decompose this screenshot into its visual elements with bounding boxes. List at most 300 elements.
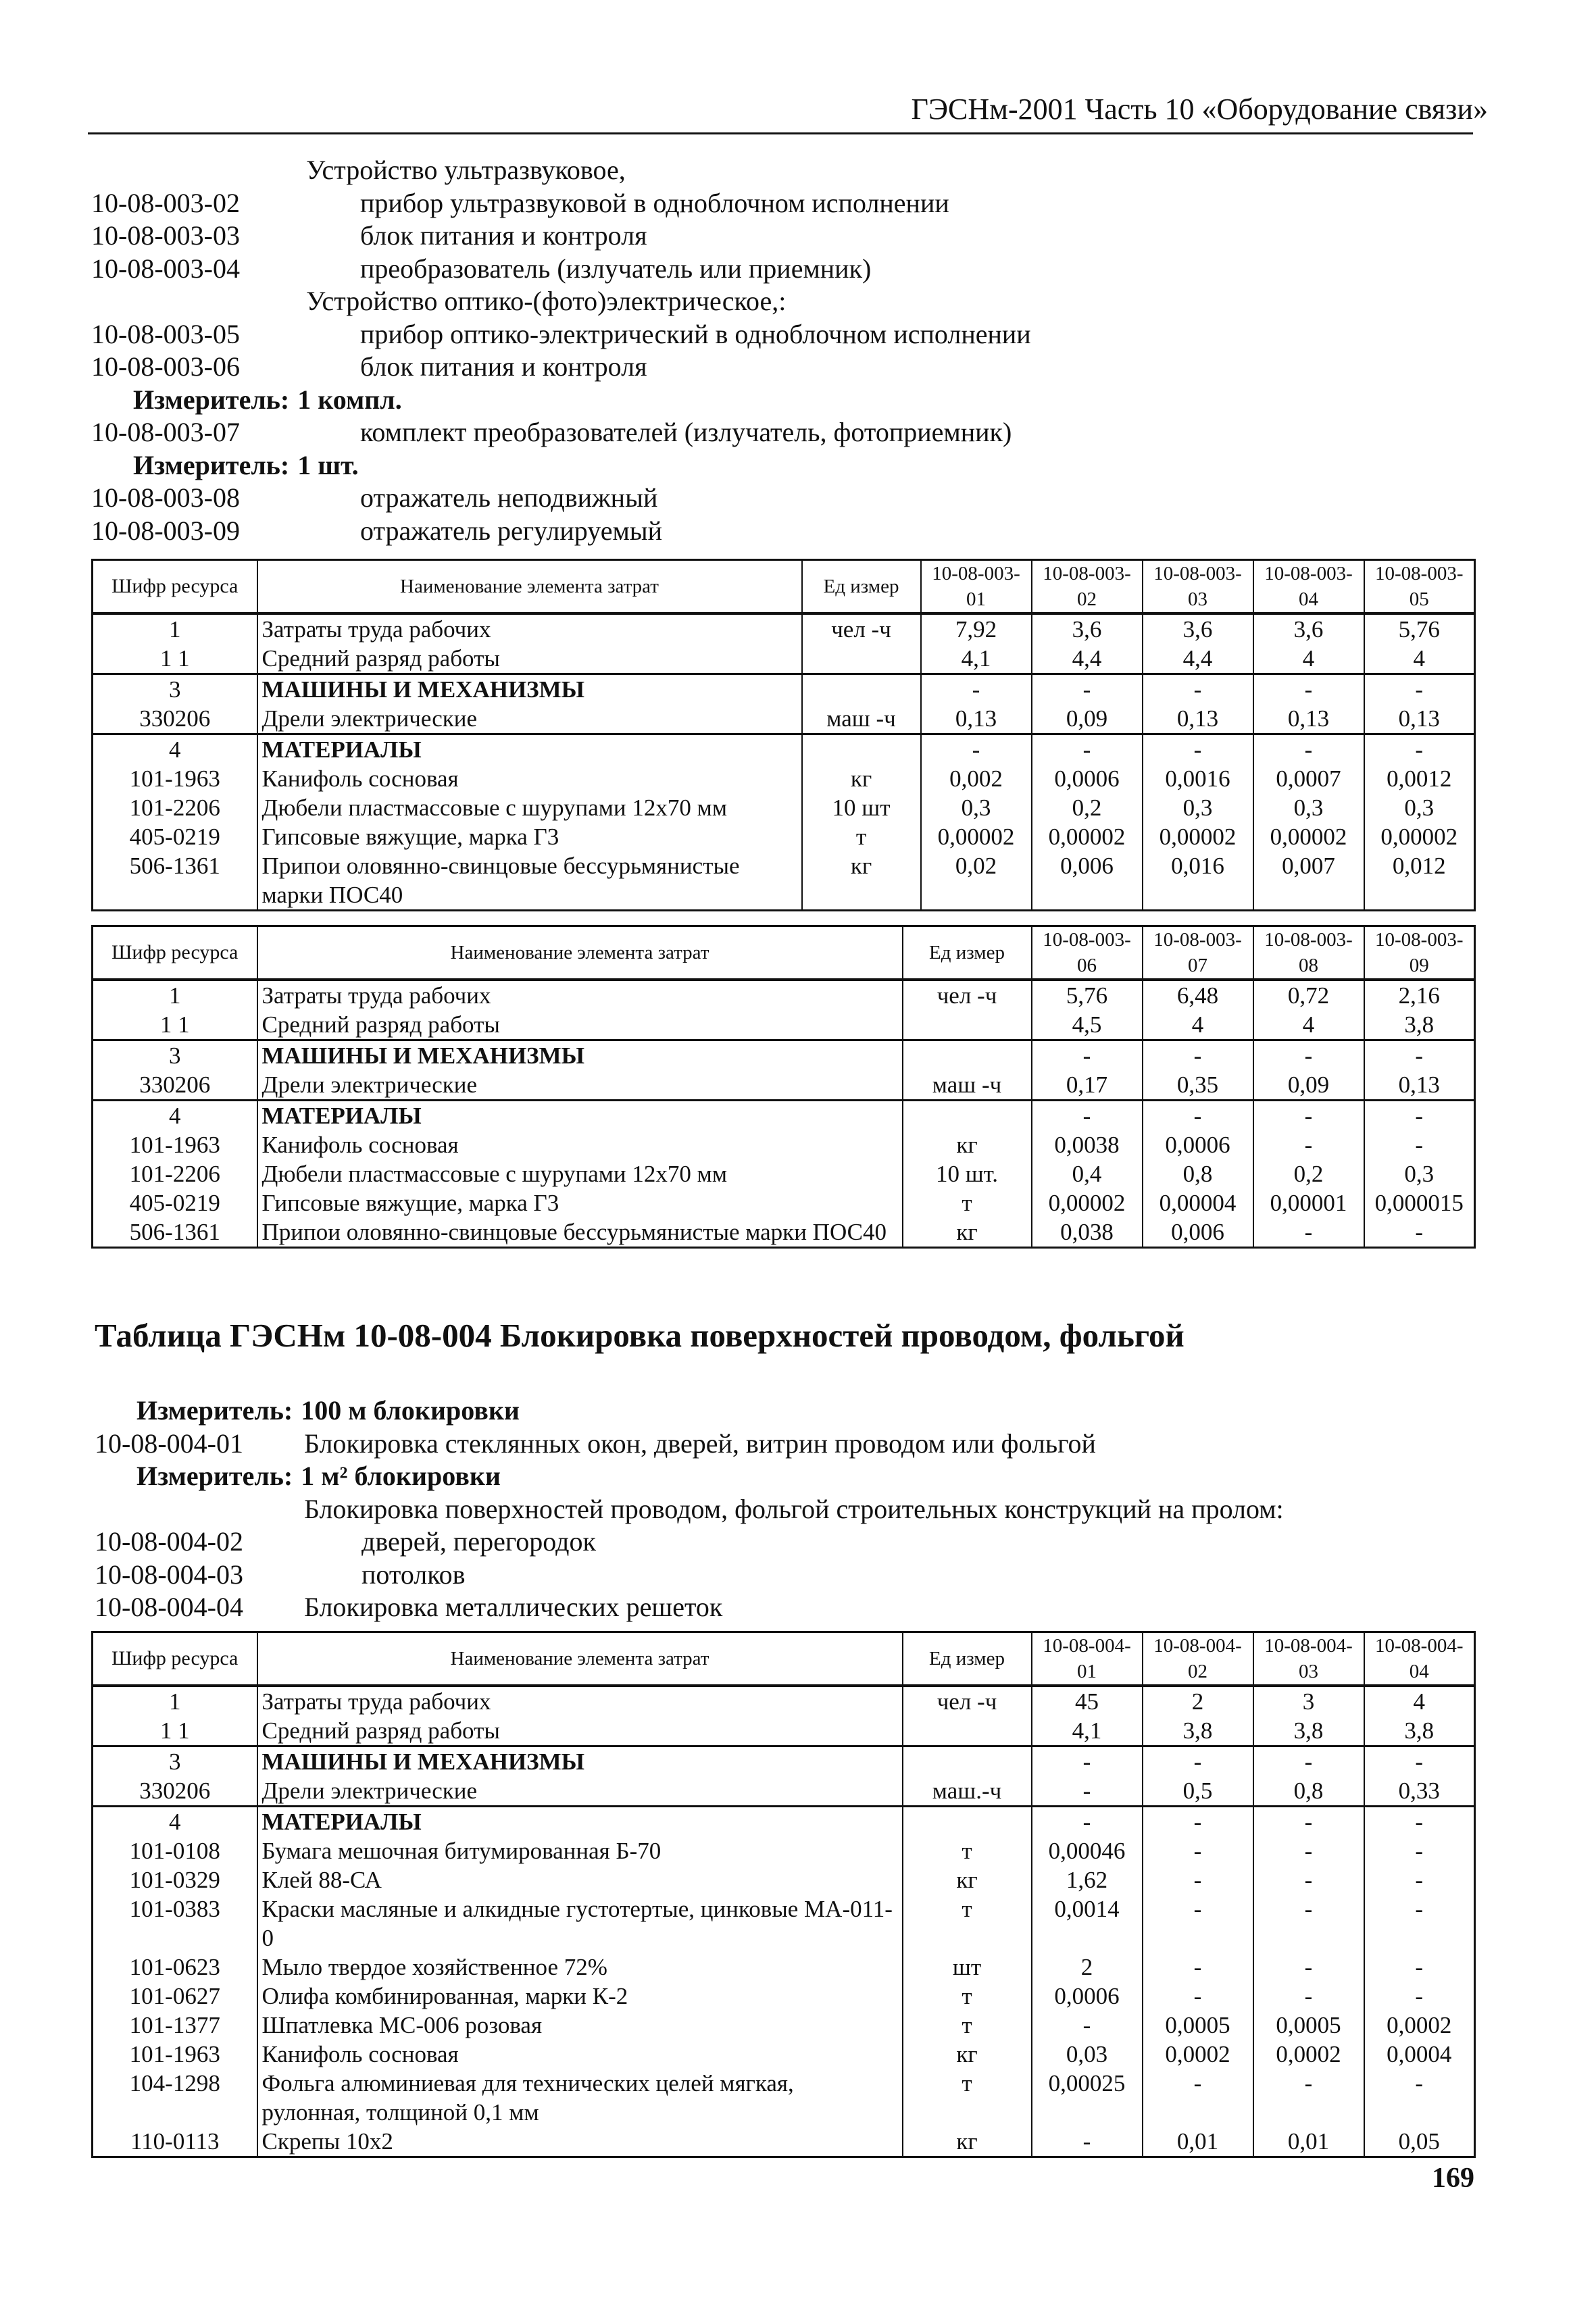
cell-name: Дрели электрические xyxy=(257,1776,903,1807)
cell-value: - xyxy=(1253,1746,1364,1777)
cell-value: - xyxy=(1143,2069,1253,2127)
cell-value: 0,02 xyxy=(921,851,1032,911)
cell-value: 0,2 xyxy=(1253,1159,1364,1188)
cell-value: 4,4 xyxy=(1143,644,1253,674)
cell-code: 101-2206 xyxy=(93,793,257,822)
item-code: 10-08-003-09 xyxy=(91,515,240,546)
col-header-norm: 10-08-004-03 xyxy=(1253,1632,1364,1686)
cell-code: 3 xyxy=(93,1746,257,1777)
header-row xyxy=(93,560,1475,614)
cell-value: - xyxy=(1364,1746,1475,1777)
cell-code: 330206 xyxy=(93,1070,257,1101)
cell-code: 506-1361 xyxy=(93,1217,257,1248)
cell-unit: чел -ч xyxy=(903,1686,1032,1716)
cell-name: Средний разряд работы xyxy=(257,644,802,674)
cell-value: - xyxy=(1364,1894,1475,1953)
cell-value: 0,13 xyxy=(1364,1070,1475,1101)
page-number: 169 xyxy=(1432,2163,1474,2194)
measurer-value: 1 м² блокировки xyxy=(301,1461,501,1491)
cell-value: 0,00002 xyxy=(1364,822,1475,851)
cell-code: 3 xyxy=(93,1040,257,1071)
cell-unit: чел -ч xyxy=(903,980,1032,1010)
cell-name: Затраты труда рабочих xyxy=(257,613,802,644)
table-row xyxy=(93,851,1475,911)
cell-value: - xyxy=(1032,2011,1143,2040)
cell-name: МАШИНЫ И МЕХАНИЗМЫ xyxy=(257,674,802,705)
cell-name: Дюбели пластмассовые с шурупами 12х70 мм xyxy=(257,1159,903,1188)
cell-name: Канифоль сосновая xyxy=(257,1130,903,1159)
cell-unit: т xyxy=(903,1188,1032,1217)
cell-value: 0,0002 xyxy=(1253,2040,1364,2069)
col-header-unit: Ед измер xyxy=(903,926,1032,980)
cell-value: 0,8 xyxy=(1143,1159,1253,1188)
table-row xyxy=(93,1982,1475,2011)
table-row xyxy=(93,1953,1475,1982)
item-code: 10-08-003-08 xyxy=(91,482,240,513)
cell-unit: т xyxy=(903,2069,1032,2127)
cell-value: 0,13 xyxy=(1253,704,1364,734)
cell-name: Средний разряд работы xyxy=(257,1010,903,1040)
cell-code: 405-0219 xyxy=(93,822,257,851)
cell-code: 110-0113 xyxy=(93,2127,257,2157)
cell-name: Канифоль сосновая xyxy=(257,2040,903,2069)
measurer-label: Измеритель: xyxy=(136,1461,293,1491)
cell-value: - xyxy=(1253,1101,1364,1131)
cell-code: 1 1 xyxy=(93,1716,257,1746)
col-header-norm: 10-08-003-03 xyxy=(1143,560,1253,614)
cell-value: - xyxy=(1253,1894,1364,1953)
cell-value: 0,0004 xyxy=(1364,2040,1475,2069)
col-header-norm: 10-08-003-04 xyxy=(1253,560,1364,614)
cell-name: Гипсовые вяжущие, марка Г3 xyxy=(257,822,802,851)
measurer-line xyxy=(136,1394,520,1428)
table-row xyxy=(93,2011,1475,2040)
cell-value: 3,8 xyxy=(1253,1716,1364,1746)
cell-value: 2,16 xyxy=(1364,980,1475,1010)
item-code: 10-08-004-01 xyxy=(95,1428,243,1459)
cell-unit: маш.-ч xyxy=(903,1776,1032,1807)
cell-value: 0,3 xyxy=(921,793,1032,822)
cell-value: 4,1 xyxy=(1032,1716,1143,1746)
item-code: 10-08-004-04 xyxy=(95,1592,243,1622)
cell-value: - xyxy=(1364,1101,1475,1131)
section-title: Таблица ГЭСНм 10-08-004 Блокировка поверхностей проводом, фольгой xyxy=(95,1317,1184,1354)
cell-value: 0,3 xyxy=(1253,793,1364,822)
col-header-norm: 10-08-003-05 xyxy=(1364,560,1475,614)
cell-name: МАТЕРИАЛЫ xyxy=(257,1807,903,1837)
item-text: Блокировка стеклянных окон, дверей, витрин проводом или фольгой xyxy=(304,1428,1096,1459)
cell-value: - xyxy=(1143,1040,1253,1071)
cell-value: 0,038 xyxy=(1032,1217,1143,1248)
cell-unit: шт xyxy=(903,1953,1032,1982)
cell-value: 0,000015 xyxy=(1364,1188,1475,1217)
table-row xyxy=(93,1070,1475,1101)
cell-value: 3,8 xyxy=(1364,1716,1475,1746)
cell-code: 101-1377 xyxy=(93,2011,257,2040)
cell-unit xyxy=(903,1716,1032,1746)
item-code: 10-08-003-07 xyxy=(91,417,240,447)
cell-value: 0,00002 xyxy=(1032,822,1143,851)
cell-value: - xyxy=(1032,1746,1143,1777)
item-text: блок питания и контроля xyxy=(360,351,647,382)
cell-value: - xyxy=(1253,734,1364,765)
cell-value: - xyxy=(1143,674,1253,705)
cell-value: 0,00004 xyxy=(1143,1188,1253,1217)
measurer-label: Измеритель: xyxy=(133,384,290,415)
item-code: 10-08-003-05 xyxy=(91,318,240,349)
cell-unit: т xyxy=(903,1836,1032,1865)
cell-code: 1 xyxy=(93,980,257,1010)
cell-name: Дрели электрические xyxy=(257,704,802,734)
cell-value: 0,72 xyxy=(1253,980,1364,1010)
col-header-code: Шифр ресурса xyxy=(93,560,257,614)
table-row xyxy=(93,613,1475,644)
cell-name: Припои оловянно-свинцовые бессурьмянистые марки ПОС40 xyxy=(257,1217,903,1248)
col-header-name: Наименование элемента затрат xyxy=(257,560,802,614)
cell-code: 101-1963 xyxy=(93,1130,257,1159)
cell-value: 45 xyxy=(1032,1686,1143,1716)
item-text: блок питания и контроля xyxy=(360,220,647,251)
cell-value: 0,0016 xyxy=(1143,764,1253,793)
table-row xyxy=(93,1040,1475,1071)
cell-value: 0,35 xyxy=(1143,1070,1253,1101)
cell-code: 101-0108 xyxy=(93,1836,257,1865)
table-row xyxy=(93,793,1475,822)
cell-name: Канифоль сосновая xyxy=(257,764,802,793)
cell-unit: 10 шт xyxy=(802,793,921,822)
table-row xyxy=(93,1807,1475,1837)
cell-value: 0,09 xyxy=(1032,704,1143,734)
col-header-norm: 10-08-004-02 xyxy=(1143,1632,1253,1686)
cell-value: 0,0006 xyxy=(1143,1130,1253,1159)
cell-value: 4,5 xyxy=(1032,1010,1143,1040)
cell-value: - xyxy=(1032,2127,1143,2157)
cell-unit xyxy=(903,1807,1032,1837)
cell-value: 0,09 xyxy=(1253,1070,1364,1101)
table-row xyxy=(93,764,1475,793)
cell-code: 1 xyxy=(93,613,257,644)
cell-code: 4 xyxy=(93,1101,257,1131)
measurer-line xyxy=(133,449,359,482)
col-header-norm: 10-08-004-01 xyxy=(1032,1632,1143,1686)
cell-value: 0,33 xyxy=(1364,1776,1475,1807)
cell-value: 0,01 xyxy=(1143,2127,1253,2157)
cell-value: - xyxy=(1253,1836,1364,1865)
cell-value: 0,3 xyxy=(1364,1159,1475,1188)
cell-value: 4,4 xyxy=(1032,644,1143,674)
item-text: прибор ультразвуковой в одноблочном исполнении xyxy=(360,187,949,218)
cell-value: 3,6 xyxy=(1253,613,1364,644)
cell-name: МАТЕРИАЛЫ xyxy=(257,1101,903,1131)
cell-name: Гипсовые вяжущие, марка Г3 xyxy=(257,1188,903,1217)
cell-value: - xyxy=(1143,734,1253,765)
cell-code: 4 xyxy=(93,1807,257,1837)
cell-value: 0,00002 xyxy=(921,822,1032,851)
cell-code: 1 1 xyxy=(93,1010,257,1040)
cell-name: Клей 88-СА xyxy=(257,1865,903,1894)
cell-value: 5,76 xyxy=(1032,980,1143,1010)
cell-value: - xyxy=(1253,1953,1364,1982)
cell-unit xyxy=(802,734,921,765)
cell-value: - xyxy=(1143,1953,1253,1982)
cell-code: 104-1298 xyxy=(93,2069,257,2127)
cell-unit: т xyxy=(903,2011,1032,2040)
cell-value: - xyxy=(1364,1953,1475,1982)
cell-value: - xyxy=(1032,1807,1143,1837)
table-row xyxy=(93,1776,1475,1807)
measurer-line xyxy=(133,384,402,417)
cell-value: - xyxy=(1143,1807,1253,1837)
cell-value: - xyxy=(1364,1982,1475,2011)
table-row xyxy=(93,2069,1475,2127)
cell-value: - xyxy=(1253,2069,1364,2127)
cell-value: 0,007 xyxy=(1253,851,1364,911)
cell-name: Бумага мешочная битумированная Б-70 xyxy=(257,1836,903,1865)
cell-code: 3 xyxy=(93,674,257,705)
header-row xyxy=(93,926,1475,980)
cell-name: МАТЕРИАЛЫ xyxy=(257,734,802,765)
cell-value: - xyxy=(1253,674,1364,705)
col-header-norm: 10-08-003-08 xyxy=(1253,926,1364,980)
resource-table-003-a xyxy=(91,559,1476,911)
item-code: 10-08-004-02 xyxy=(95,1526,243,1557)
cell-value: - xyxy=(1253,1040,1364,1071)
cell-unit: кг xyxy=(802,851,921,911)
cell-value: 0,0012 xyxy=(1364,764,1475,793)
cell-code: 101-1963 xyxy=(93,764,257,793)
col-header-norm: 10-08-003-01 xyxy=(921,560,1032,614)
cell-code: 405-0219 xyxy=(93,1188,257,1217)
col-header-code: Шифр ресурса xyxy=(93,926,257,980)
cell-unit xyxy=(802,644,921,674)
cell-unit xyxy=(903,1101,1032,1131)
item-text: потолков xyxy=(361,1559,466,1590)
cell-unit: кг xyxy=(903,2040,1032,2069)
item-code: 10-08-003-06 xyxy=(91,351,240,382)
cell-value: 3,8 xyxy=(1143,1716,1253,1746)
cell-value: 0,05 xyxy=(1364,2127,1475,2157)
cell-value: 0,002 xyxy=(921,764,1032,793)
cell-value: 0,00001 xyxy=(1253,1188,1364,1217)
table-row xyxy=(93,1010,1475,1040)
item-text: отражатель регулируемый xyxy=(360,515,663,546)
cell-unit: т xyxy=(903,1894,1032,1953)
cell-value: 1,62 xyxy=(1032,1865,1143,1894)
cell-name: МАШИНЫ И МЕХАНИЗМЫ xyxy=(257,1040,903,1071)
running-header: ГЭСНм-2001 Часть 10 «Оборудование связи» xyxy=(911,93,1488,126)
table-row xyxy=(93,1217,1475,1248)
cell-name: Мыло твердое хозяйственное 72% xyxy=(257,1953,903,1982)
cell-unit: кг xyxy=(903,2127,1032,2157)
cell-code: 4 xyxy=(93,734,257,765)
cell-code: 330206 xyxy=(93,1776,257,1807)
cell-value: 0,012 xyxy=(1364,851,1475,911)
cell-value: 0,0005 xyxy=(1253,2011,1364,2040)
col-header-norm: 10-08-004-04 xyxy=(1364,1632,1475,1686)
cell-value: - xyxy=(1253,1982,1364,2011)
cell-value: 0,00025 xyxy=(1032,2069,1143,2127)
cell-value: - xyxy=(1143,1865,1253,1894)
cell-value: - xyxy=(1032,1776,1143,1807)
cell-code: 101-0627 xyxy=(93,1982,257,2011)
cell-name: Фольга алюминиевая для технических целей мягкая, рулонная, толщиной 0,1 мм xyxy=(257,2069,903,2127)
cell-value: 0,0006 xyxy=(1032,764,1143,793)
cell-value: 0,17 xyxy=(1032,1070,1143,1101)
table-row xyxy=(93,1894,1475,1953)
cell-value: 3,6 xyxy=(1032,613,1143,644)
cell-value: - xyxy=(921,734,1032,765)
table-row xyxy=(93,1686,1475,1716)
item-text: Блокировка поверхностей проводом, фольгой строительных конструкций на пролом: xyxy=(304,1493,1284,1524)
col-header-unit: Ед измер xyxy=(802,560,921,614)
cell-value: 0,00046 xyxy=(1032,1836,1143,1865)
cell-value: - xyxy=(1032,674,1143,705)
cell-value: 0,03 xyxy=(1032,2040,1143,2069)
cell-name: Олифа комбинированная, марки К-2 xyxy=(257,1982,903,2011)
cell-code: 506-1361 xyxy=(93,851,257,911)
col-header-norm: 10-08-003-09 xyxy=(1364,926,1475,980)
cell-value: 2 xyxy=(1143,1686,1253,1716)
cell-code: 101-0329 xyxy=(93,1865,257,1894)
table-row xyxy=(93,674,1475,705)
resource-table-004 xyxy=(91,1631,1476,2158)
cell-name: Затраты труда рабочих xyxy=(257,1686,903,1716)
table-row xyxy=(93,644,1475,674)
table-row xyxy=(93,1101,1475,1131)
cell-value: - xyxy=(1364,734,1475,765)
cell-value: 0,2 xyxy=(1032,793,1143,822)
cell-value: 0,8 xyxy=(1253,1776,1364,1807)
item-text: Устройство оптико-(фото)электрическое,: xyxy=(306,286,787,316)
cell-unit xyxy=(903,1746,1032,1777)
table-row xyxy=(93,1159,1475,1188)
cell-value: 3 xyxy=(1253,1686,1364,1716)
item-code: 10-08-003-04 xyxy=(91,253,240,284)
cell-value: 5,76 xyxy=(1364,613,1475,644)
cell-value: 0,0007 xyxy=(1253,764,1364,793)
cell-value: 6,48 xyxy=(1143,980,1253,1010)
cell-value: - xyxy=(1032,1040,1143,1071)
cell-value: 0,006 xyxy=(1143,1217,1253,1248)
cell-value: 0,00002 xyxy=(1032,1188,1143,1217)
cell-code: 101-0623 xyxy=(93,1953,257,1982)
col-header-norm: 10-08-003-02 xyxy=(1032,560,1143,614)
cell-value: 4 xyxy=(1364,644,1475,674)
cell-value: - xyxy=(1143,1982,1253,2011)
cell-value: 0,0038 xyxy=(1032,1130,1143,1159)
col-header-norm: 10-08-003-07 xyxy=(1143,926,1253,980)
cell-name: Дрели электрические xyxy=(257,1070,903,1101)
cell-value: - xyxy=(1143,1836,1253,1865)
col-header-name: Наименование элемента затрат xyxy=(257,1632,903,1686)
item-code: 10-08-003-02 xyxy=(91,187,240,218)
cell-name: Скрепы 10х2 xyxy=(257,2127,903,2157)
cell-value: 4 xyxy=(1143,1010,1253,1040)
cell-value: - xyxy=(1364,2069,1475,2127)
table-row xyxy=(93,980,1475,1010)
table-row xyxy=(93,2040,1475,2069)
item-code: 10-08-003-03 xyxy=(91,220,240,251)
cell-name: Затраты труда рабочих xyxy=(257,980,903,1010)
table-row xyxy=(93,822,1475,851)
cell-unit: 10 шт. xyxy=(903,1159,1032,1188)
cell-value: 0,0002 xyxy=(1143,2040,1253,2069)
cell-value: 3,6 xyxy=(1143,613,1253,644)
item-text: дверей, перегородок xyxy=(361,1526,596,1557)
cell-code: 1 xyxy=(93,1686,257,1716)
cell-name: Краски масляные и алкидные густотертые, цинковые МА-011-0 xyxy=(257,1894,903,1953)
table-row xyxy=(93,2127,1475,2157)
cell-unit: кг xyxy=(903,1865,1032,1894)
item-text: комплект преобразователей (излучатель, фотоприемник) xyxy=(360,417,1012,447)
measurer-value: 1 шт. xyxy=(297,449,359,480)
cell-value: - xyxy=(1364,1865,1475,1894)
cell-value: 4,1 xyxy=(921,644,1032,674)
item-text: прибор оптико-электрический в одноблочном исполнении xyxy=(360,318,1031,349)
cell-unit: кг xyxy=(903,1130,1032,1159)
table-row xyxy=(93,734,1475,765)
cell-value: - xyxy=(1143,1894,1253,1953)
cell-value: 4 xyxy=(1253,644,1364,674)
cell-name: МАШИНЫ И МЕХАНИЗМЫ xyxy=(257,1746,903,1777)
cell-unit: т xyxy=(802,822,921,851)
measurer-label: Измеритель: xyxy=(136,1395,293,1426)
header-row xyxy=(93,1632,1475,1686)
item-text: Устройство ультразвуковое, xyxy=(306,155,626,185)
col-header-name: Наименование элемента затрат xyxy=(257,926,903,980)
measurer-value: 100 м блокировки xyxy=(301,1395,520,1426)
cell-value: - xyxy=(1253,1865,1364,1894)
cell-value: 0,00002 xyxy=(1143,822,1253,851)
cell-unit: чел -ч xyxy=(802,613,921,644)
table-row xyxy=(93,1188,1475,1217)
col-header-unit: Ед измер xyxy=(903,1632,1032,1686)
cell-value: - xyxy=(1253,1130,1364,1159)
item-code: 10-08-004-03 xyxy=(95,1559,243,1590)
cell-value: 0,5 xyxy=(1143,1776,1253,1807)
table-row xyxy=(93,1130,1475,1159)
cell-value: 0,13 xyxy=(921,704,1032,734)
cell-value: 0,016 xyxy=(1143,851,1253,911)
cell-value: - xyxy=(1364,1130,1475,1159)
cell-name: Шпатлевка МС-006 розовая xyxy=(257,2011,903,2040)
table-row xyxy=(93,1865,1475,1894)
cell-value: - xyxy=(1253,1217,1364,1248)
cell-value: - xyxy=(1364,1217,1475,1248)
cell-value: 7,92 xyxy=(921,613,1032,644)
cell-value: - xyxy=(1032,734,1143,765)
header-rule xyxy=(88,132,1473,134)
cell-value: - xyxy=(1364,674,1475,705)
cell-value: - xyxy=(1364,1836,1475,1865)
cell-unit: т xyxy=(903,1982,1032,2011)
item-text: отражатель неподвижный xyxy=(360,482,658,513)
cell-value: 3,8 xyxy=(1364,1010,1475,1040)
cell-value: 0,13 xyxy=(1143,704,1253,734)
measurer-label: Измеритель: xyxy=(133,449,290,480)
cell-value: 0,0006 xyxy=(1032,1982,1143,2011)
cell-value: 0,0014 xyxy=(1032,1894,1143,1953)
cell-unit: маш -ч xyxy=(802,704,921,734)
cell-unit xyxy=(903,1040,1032,1071)
cell-unit: кг xyxy=(802,764,921,793)
cell-value: - xyxy=(1364,1040,1475,1071)
cell-name: Припои оловянно-свинцовые бессурьмянистые марки ПОС40 xyxy=(257,851,802,911)
cell-code: 101-0383 xyxy=(93,1894,257,1953)
cell-code: 330206 xyxy=(93,704,257,734)
table-row xyxy=(93,1836,1475,1865)
cell-value: 4 xyxy=(1253,1010,1364,1040)
